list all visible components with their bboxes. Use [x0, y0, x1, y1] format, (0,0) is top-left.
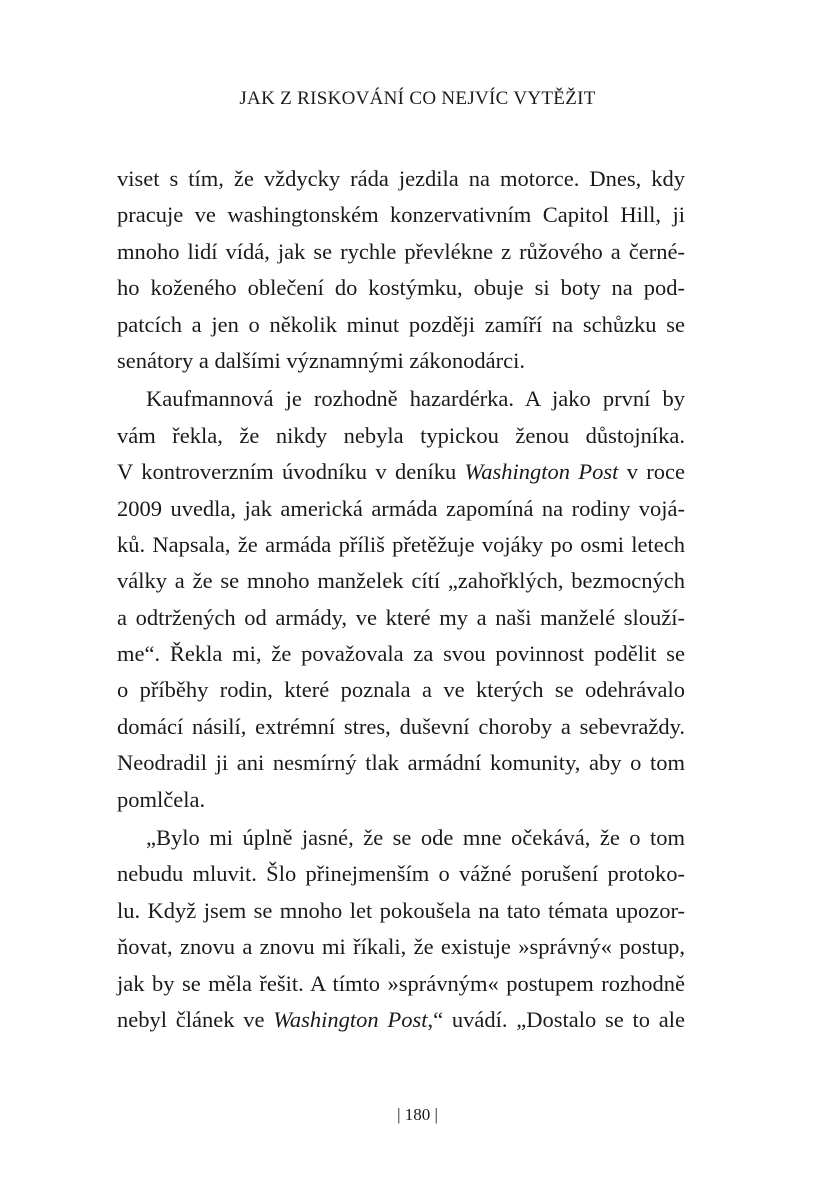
text-segment: ,“ uvádí. „Dostalo se to ale	[427, 1006, 685, 1032]
text-line: senátory a dalšími významnými zákonodárci.	[117, 347, 525, 373]
text-line: patcích a jen o několik minut později zamíří na schůzku se	[117, 311, 685, 337]
publication-title: Washington Post	[273, 1006, 428, 1032]
paragraph	[117, 381, 685, 818]
text-line: lu. Když jsem se mnoho let pokoušela na tato témata upozor-	[117, 897, 685, 923]
text-line: jak by se měla řešit. A tímto »správným« postupem rozhodně	[117, 970, 685, 996]
text-line: ňovat, znovu a znovu mi říkali, že existuje »správný« postup,	[117, 934, 685, 960]
text-line: „Bylo mi úplně jasné, že se ode mne očekává, že o tom	[146, 825, 685, 851]
body-text	[117, 161, 685, 1038]
text-line: domácí násilí, extrémní stres, duševní choroby a sebevraždy.	[117, 713, 685, 739]
text-line: 2009 uvedla, jak americká armáda zapomíná na rodiny vojá-	[117, 495, 685, 521]
publication-title: Washington Post	[464, 459, 619, 485]
text-line: pracuje ve washingtonském konzervativním Capitol Hill, ji	[117, 202, 685, 228]
running-head: JAK Z RISKOVÁNÍ CO NEJVÍC VYTĚŽIT	[239, 88, 596, 109]
text-line: nebudu mluvit. Šlo přinejmenším o vážné porušení protoko-	[117, 861, 685, 887]
text-line: Kaufmannová je rozhodně hazardérka. A jako první by	[146, 386, 685, 412]
text-segment: V kontroverzním úvodníku v deníku	[117, 459, 465, 485]
text-line: Neodradil ji ani nesmírný tlak armádní komunity, aby o tom	[117, 750, 685, 776]
text-segment: nebyl článek ve	[117, 1006, 274, 1032]
text-line	[117, 454, 685, 490]
text-line: vám řekla, že nikdy nebyla typickou ženou důstojníka.	[117, 422, 685, 448]
text-line: ho koženého oblečení do kostýmku, obuje si boty na pod-	[117, 275, 685, 301]
text-line: pomlčela.	[117, 786, 206, 812]
text-line: války a že se mnoho manželek cítí „zahořklých, bezmocných	[117, 568, 685, 594]
paragraph	[117, 161, 685, 379]
text-line: viset s tím, že vždycky ráda jezdila na motorce. Dnes, kdy	[117, 166, 685, 191]
text-line: o příběhy rodin, které poznala a ve kterých se odehrávalo	[117, 677, 685, 703]
paragraph	[117, 820, 685, 1038]
text-line: a odtržených od armády, ve které my a naši manželé slouží-	[117, 604, 685, 630]
text-line	[117, 1002, 685, 1038]
text-line: me“. Řekla mi, že považovala za svou povinnost podělit se	[117, 641, 685, 667]
text-line: mnoho lidí vídá, jak se rychle převlékne z růžového a černé-	[117, 238, 685, 264]
page-number: | 180 |	[397, 1105, 438, 1124]
text-line: ků. Napsala, že armáda příliš přetěžuje vojáky po osmi letech	[117, 531, 685, 557]
text-segment: v roce	[618, 459, 686, 485]
